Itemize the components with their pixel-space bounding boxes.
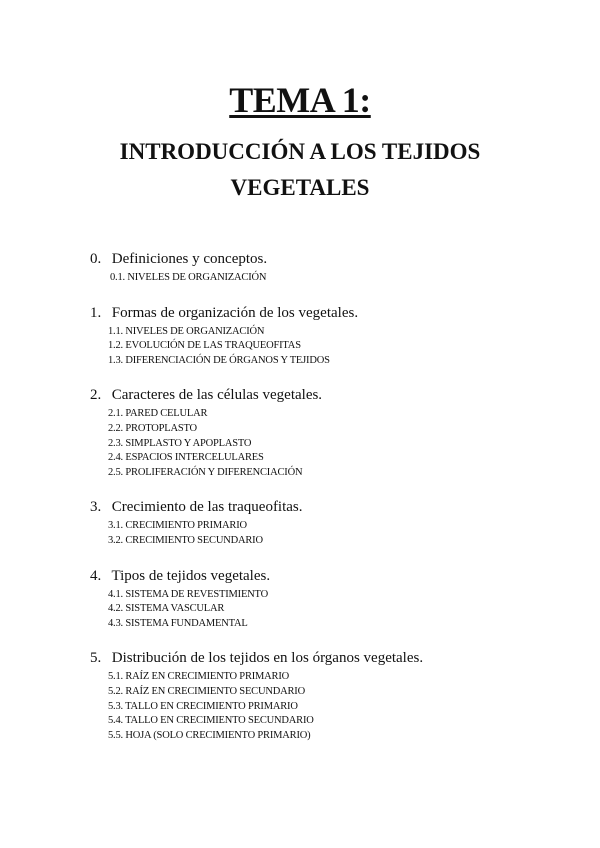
section-number: 0. [90,251,102,267]
subsection-item: 5.4. TALLO EN CRECIMIENTO SECUNDARIO [108,715,314,727]
subsection-item: 5.1. RAÍZ EN CRECIMIENTO PRIMARIO [108,671,290,683]
section-title: Crecimiento de las traqueofitas. [111,499,303,516]
subsection-list [90,407,570,480]
subsection-item: 0.1. NIVELES DE ORGANIZACIÓN [110,272,267,283]
toc-section-3 [90,498,570,548]
toc-section-1 [90,304,570,369]
section-title: Definiciones y conceptos. [111,251,268,267]
subsection-item: 4.3. SISTEMA FUNDAMENTAL [108,617,248,629]
section-heading [90,250,570,269]
subsection-item: 5.3. TALLO EN CRECIMIENTO PRIMARIO [108,700,298,712]
section-heading [90,386,570,405]
section-heading [90,649,570,668]
section-heading [90,304,570,323]
section-title: Distribución de los tejidos en los órganos vegetales. [111,650,424,667]
toc-section-4 [90,567,570,632]
section-title: Tipos de tejidos vegetales. [111,567,271,584]
page-subtitle [0,134,600,206]
section-number: 4. [90,567,102,584]
section-heading [90,567,570,586]
section-heading [90,498,570,517]
subsection-item: 1.3. DIFERENCIACIÓN DE ÓRGANOS Y TEJIDOS [108,354,330,366]
page-title: TEMA 1: [229,80,371,120]
subsection-item: 5.5. HOJA (SOLO CRECIMIENTO PRIMARIO) [108,729,311,741]
subsection-item: 3.1. CRECIMIENTO PRIMARIO [108,520,247,532]
subsection-list [90,325,570,369]
subsection-list [90,670,570,743]
subsection-list [90,271,570,286]
subsection-item: 3.2. CRECIMIENTO SECUNDARIO [108,534,263,546]
toc-section-2 [90,386,570,480]
section-number: 5. [90,650,102,667]
section-title: Formas de organización de los vegetales. [111,304,359,321]
subsection-item: 1.2. EVOLUCIÓN DE LAS TRAQUEOFITAS [108,340,301,352]
subsection-list [90,519,570,548]
subsection-item: 2.1. PARED CELULAR [108,408,208,420]
section-number: 1. [90,304,102,321]
subsection-item: 2.4. ESPACIOS INTERCELULARES [108,452,264,464]
toc-section-0 [90,250,570,286]
subsection-list [90,588,570,632]
table-of-contents [90,250,570,761]
subsection-item: 4.2. SISTEMA VASCULAR [108,603,225,615]
subsection-item: 2.5. PROLIFERACIÓN Y DIFERENCIACIÓN [108,466,303,478]
toc-section-5 [90,649,570,743]
section-number: 2. [90,387,102,404]
subsection-item: 1.1. NIVELES DE ORGANIZACIÓN [108,325,265,337]
section-title: Caracteres de las células vegetales. [111,387,323,404]
subsection-item: 4.1. SISTEMA DE REVESTIMIENTO [108,588,268,600]
subtitle-line-2: VEGETALES [230,175,370,200]
section-number: 3. [90,499,102,516]
subsection-item: 2.2. PROTOPLASTO [108,422,197,434]
subsection-item: 2.3. SIMPLASTO Y APOPLASTO [108,437,252,449]
subsection-item: 5.2. RAÍZ EN CRECIMIENTO SECUNDARIO [108,685,305,697]
subtitle-line-1: INTRODUCCIÓN A LOS TEJIDOS [119,139,481,164]
